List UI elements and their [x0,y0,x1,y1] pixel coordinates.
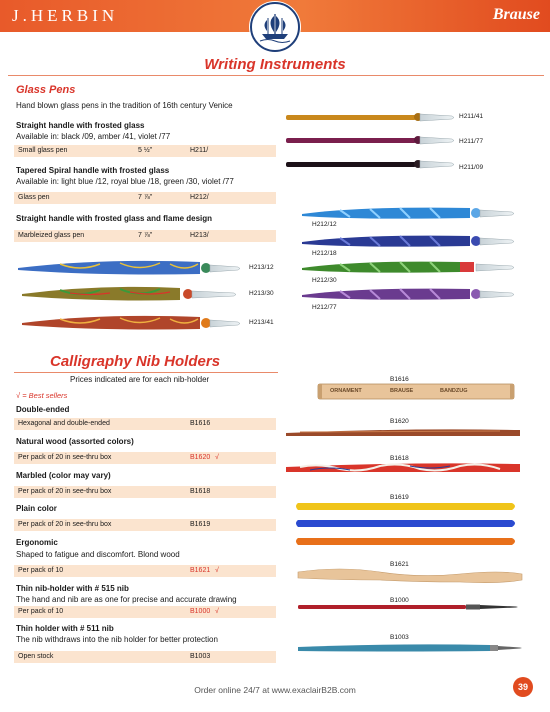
brand-name: J.HERBIN [12,6,119,25]
price-row-name: Per pack of 20 in see-thru box [18,454,112,461]
b1616-stamp-text: ORNAMENT [330,388,362,394]
glass-pen-h211-09 [286,160,454,168]
item-heading: Natural wood (assorted colors) [16,437,134,446]
pen-code-label: H212/18 [312,250,337,257]
item-heading: Tapered Spiral handle with frosted glass [16,166,170,175]
price-row-code: B1620 [190,454,211,461]
best-seller-check-icon: √ [215,454,219,461]
holder-code-label: B1619 [390,494,409,501]
pen-code-label: H211/41 [459,113,484,120]
nib-holder-b1619-orange [296,538,515,545]
glass-pen-h211-41 [286,113,454,121]
price-row-name: Per pack of 20 in see-thru box [18,488,112,495]
price-row-name: Open stock [18,653,54,660]
glass-pen-h211-77 [286,136,454,144]
best-seller-legend: √ = Best sellers [16,391,68,400]
item-heading: Double-ended [16,405,70,414]
item-description: The hand and nib are as one for precise and accurate drawing [16,595,237,604]
holder-code-label: B1616 [390,376,409,383]
holder-code-label: B1003 [390,634,409,641]
nib-holder-b1618 [286,463,520,472]
glass-pen-h213-41 [22,316,240,330]
item-description: Available in: light blue /12, royal blue /18, green /30, violet /77 [16,177,234,186]
section-tag: Brause [492,6,540,23]
best-seller-check-icon: √ [215,608,219,615]
glass-pen-h212-18 [302,236,514,247]
b1616-stamp-text: BANDZUG [440,388,468,394]
price-row-code: B1000 [190,608,211,615]
price-row-name: Marbleized glass pen [18,232,85,239]
item-heading: Straight handle with frosted glass and flame design [16,214,213,223]
glass-pen-h212-12 [302,208,514,219]
holder-code-label: B1618 [390,455,409,462]
glass-pens-title: Glass Pens [16,84,76,96]
item-heading: Marbled (color may vary) [16,471,111,480]
pen-code-label: H213/12 [249,264,274,271]
price-row-code: H213/ [190,232,209,239]
glass-pen-h213-12 [18,261,240,275]
page-number-badge: 39 [513,677,533,697]
item-heading: Ergonomic [16,538,58,547]
item-description: Available in: black /09, amber /41, violet /77 [16,132,171,141]
b1616-stamp-text: BRAUSE [390,388,414,394]
price-row-code: B1619 [190,521,211,528]
glass-pen-h212-30 [302,262,514,273]
price-row-code: B1618 [190,488,211,495]
calligraphy-title: Calligraphy Nib Holders [50,353,221,370]
nib-holder-b1621 [298,569,522,583]
nib-holder-b1619-yellow [296,503,515,510]
price-row-code: B1621 [190,567,211,574]
item-heading: Plain color [16,504,57,513]
item-heading: Thin nib-holder with # 515 nib [16,584,129,593]
item-heading: Straight handle with frosted glass [16,121,145,130]
price-row-code: H211/ [190,147,209,154]
price-row-code: H212/ [190,194,209,201]
pen-code-label: H211/77 [459,138,484,145]
nib-holder-b1003 [298,644,522,651]
holder-code-label: B1000 [390,597,409,604]
item-description: Shaped to fatigue and discomfort. Blond wood [16,550,180,559]
price-row-code: B1616 [190,420,211,427]
glass-pen-h213-30 [22,287,236,301]
nib-holder-b1000 [298,605,518,610]
pen-code-label: H213/30 [249,290,274,297]
calligraphy-subtitle: Prices indicated are for each nib-holder [70,375,210,384]
page-title: Writing Instruments [204,56,346,73]
pen-code-label: H212/77 [312,304,337,311]
price-row-size: 7 ⅞" [138,232,153,239]
footer-order-online: Order online 24/7 at www.exaclairB2B.com [194,685,356,695]
price-row-code: B1003 [190,653,211,660]
price-row-size: 5 ½" [138,147,153,154]
price-row-name: Glass pen [18,194,50,201]
item-description: The nib withdraws into the nib holder for better protection [16,635,218,644]
best-seller-check-icon: √ [215,567,219,574]
glass-pens-intro: Hand blown glass pens in the tradition of 16th century Venice [16,101,233,110]
pen-code-label: H213/41 [249,319,274,326]
pen-code-label: H212/30 [312,277,337,284]
holder-code-label: B1621 [390,561,409,568]
nib-holder-b1620 [286,429,520,436]
price-row-name: Per pack of 10 [18,567,64,574]
price-row-name: Per pack of 20 in see-thru box [18,521,112,528]
pen-code-label: H212/12 [312,221,337,228]
holder-code-label: B1620 [390,418,409,425]
price-row-name: Small glass pen [18,147,68,154]
pen-code-label: H211/09 [459,164,484,171]
price-row-size: 7 ⅞" [138,194,153,201]
price-row-name: Hexagonal and double-ended [18,420,110,427]
glass-pen-h212-77 [302,289,514,300]
price-row-name: Per pack of 10 [18,608,64,615]
item-heading: Thin holder with # 511 nib [16,624,114,633]
nib-holder-b1619-blue [296,520,515,527]
